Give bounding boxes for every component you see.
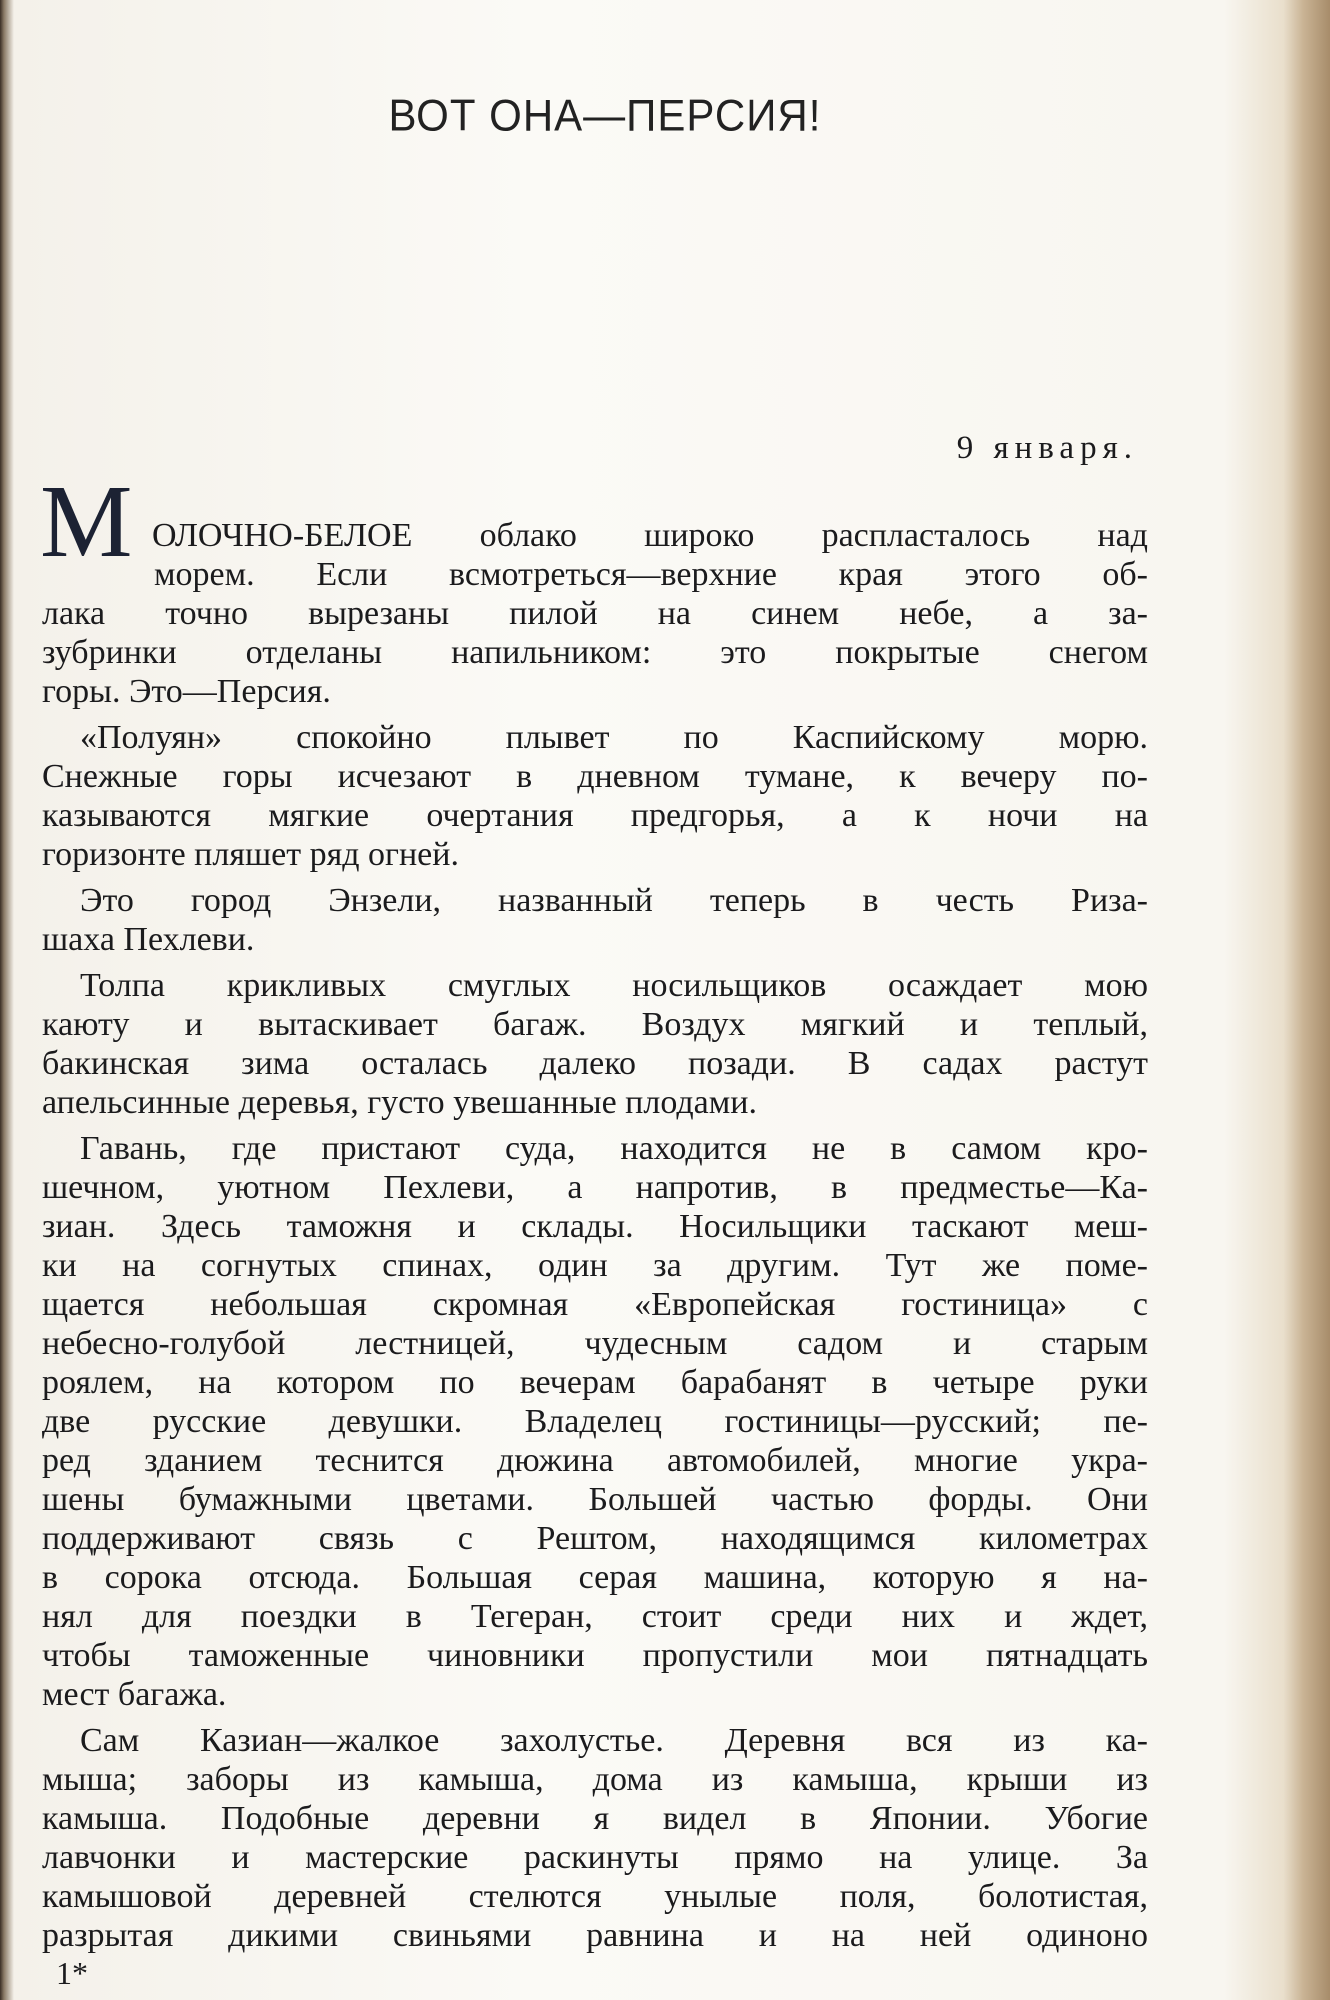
text-line: камышовой деревней стелются унылые поля, болотистая, [42,1878,1148,1915]
text-line: Сам Казиан—жалкое захолустье. Деревня вся из ка- [80,1722,1148,1759]
text-line: разрытая дикими свиньями равнина и на ней одиноно [42,1917,1148,1954]
page-number: 1* [56,1955,88,1991]
paragraph [42,966,1148,1122]
text-line: морем. Если всмотреться—верхние края этого об- [154,556,1148,593]
text-line: бакинская зима осталась далеко позади. В садах растут [42,1045,1148,1082]
text-line: Это город Энзели, названный теперь в честь Риза- [80,882,1148,919]
text-line: лака точно вырезаны пилой на синем небе, а за- [42,595,1148,632]
text-line: щается небольшая скромная «Европейская гостиница» с [42,1286,1148,1323]
text-line: ки на согнутых спинах, один за другим. Тут же поме- [42,1247,1148,1284]
text-line: Толпа крикливых смуглых носильщиков осаждает мою [80,967,1148,1004]
text-line: апельсинные деревья, густо увешанные плодами. [42,1084,757,1121]
paragraph [42,881,1148,959]
text-line: мыша; заборы из камыша, дома из камыша, крыши из [42,1761,1148,1798]
paragraph [42,516,1148,711]
text-line: горизонте пляшет ряд огней. [42,836,459,873]
body-text [42,516,1148,1962]
text-line: мест багажа. [42,1676,227,1713]
text-line: «Полуян» спокойно плывет по Каспийскому морю. [80,719,1148,756]
text-line: камыша. Подобные деревни я видел в Японии. Убогие [42,1800,1148,1837]
paragraph [42,718,1148,874]
text-line: шечном, уютном Пехлеви, а напротив, в предместье—Ка- [42,1169,1148,1206]
text-line: поддерживают связь с Рештом, находящимся километрах [42,1520,1148,1557]
paragraph [42,1721,1148,1955]
text-line: роялем, на котором по вечерам барабанят в четыре руки [42,1364,1148,1401]
entry-date: 9 января. [956,430,1138,466]
drop-cap: М [40,464,133,579]
text-line: ред зданием теснится дюжина автомобилей, многие укра- [42,1442,1148,1479]
text-line: Гавань, где пристают суда, находится не в самом кро- [80,1130,1148,1167]
paragraph [42,1129,1148,1714]
text-line: в сорока отсюда. Большая серая машина, которую я на- [42,1559,1148,1596]
text-line: горы. Это—Персия. [42,673,331,710]
text-line: небесно-голубой лестницей, чудесным садом и старым [42,1325,1148,1362]
text-line: нял для поездки в Тегеран, стоит среди них и ждет, [42,1598,1148,1635]
text-line: каюту и вытаскивает багаж. Воздух мягкий и теплый, [42,1006,1148,1043]
text-line: зиан. Здесь таможня и склады. Носильщики таскают меш- [42,1208,1148,1245]
text-line: чтобы таможенные чиновники пропустили мои пятнадцать [42,1637,1148,1674]
text-line: шены бумажными цветами. Большей частью форды. Они [42,1481,1148,1518]
text-line: казываются мягкие очертания предгорья, а к ночи на [42,797,1148,834]
text-line: лавчонки и мастерские раскинуты прямо на улице. За [42,1839,1148,1876]
text-line: две русские девушки. Владелец гостиницы—русский; пе- [42,1403,1148,1440]
text-line: ОЛОЧНО-БЕЛОЕ облако широко распласталось над [152,517,1148,554]
text-line: зубринки отделаны напильником: это покрытые снегом [42,634,1148,671]
text-line: шаха Пехлеви. [42,921,255,958]
text-line: Снежные горы исчезают в дневном тумане, к вечеру по- [42,758,1148,795]
chapter-title: ВОТ ОНА—ПЕРСИЯ! [388,90,822,141]
